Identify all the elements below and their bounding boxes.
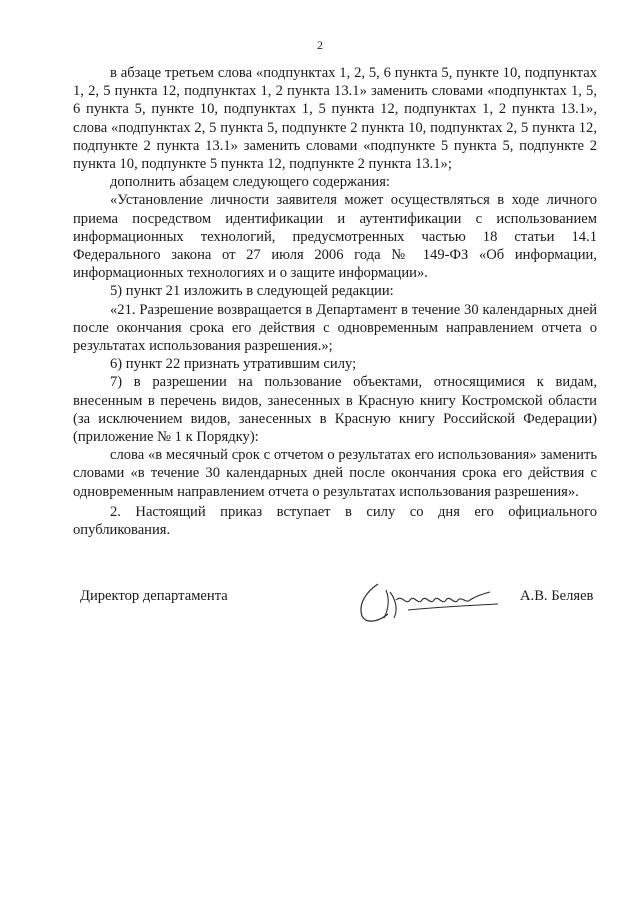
paragraph-identification: «Установление личности заявителя может осуществляться в ходе личного приема посредством идентификации и аутентификации с использованием информационных технологий, предусмотренных частью 18 статьи 14.1 Федерального закона от 27 июля 2006 года № 149-ФЗ «Об информации, информационных технологиях и о защите информации». [73, 192, 597, 282]
paragraph-item-7: 7) в разрешении на пользование объектами, относящимися к видам, внесенным в перечень видов, занесенных в Красную книгу Костромской области (за исключением видов, занесенных в Красную книгу Российской Федерации) (приложение № 1 к Порядку): [73, 374, 597, 446]
paragraph-effective-date: 2. Настоящий приказ вступает в силу со дня его официального опубликования. [73, 503, 597, 539]
paragraph-item-6: 6) пункт 22 признать утратившим силу; [110, 356, 357, 373]
signatory-title: Директор департамента [80, 588, 228, 604]
paragraph-add-intro: дополнить абзацем следующего содержания: [110, 174, 390, 191]
paragraph-replace-deadline: слова «в месячный срок с отчетом о результатах его использования» заменить словами «в течение 30 календарных дней после окончания срока его действия с одновременным направлением отчета о результатах использования разрешения». [73, 447, 597, 500]
paragraph-item-21: «21. Разрешение возвращается в Департамент в течение 30 календарных дней после окончания срока его действия с одновременным направлением отчета о результатах использования разрешения.»; [73, 301, 597, 355]
handwritten-signature [348, 570, 508, 630]
paragraph-item-5: 5) пункт 21 изложить в следующей редакции: [110, 283, 394, 300]
signatory-name: А.В. Беляев [520, 588, 594, 604]
document-body [73, 64, 597, 539]
page-number: 2 [317, 38, 323, 52]
paragraph-replace-words: в абзаце третьем слова «подпунктах 1, 2, 5, 6 пункта 5, пункте 10, подпунктах 1, 2, 5 пункта 12, подпунктах 1, 2 пункта 13.1» заменить словами «подпунктах 1, 5, 6 пункта 5, пункте 10, подпунктах 1, 5 пункта 12, подпунктах 1, 2 пункта 13.1», слова «подпунктах 2, 5 пункта 5, подпункте 2 пункта 10, подпунктах 2, 5 пункта 12, подпункте 2 пункта 13.1» заменить словами «подпункте 5 пункта 5, подпункте 2 пункта 10, подпункте 5 пункта 12, подпункте 2 пункта 13.1»; [73, 65, 597, 173]
